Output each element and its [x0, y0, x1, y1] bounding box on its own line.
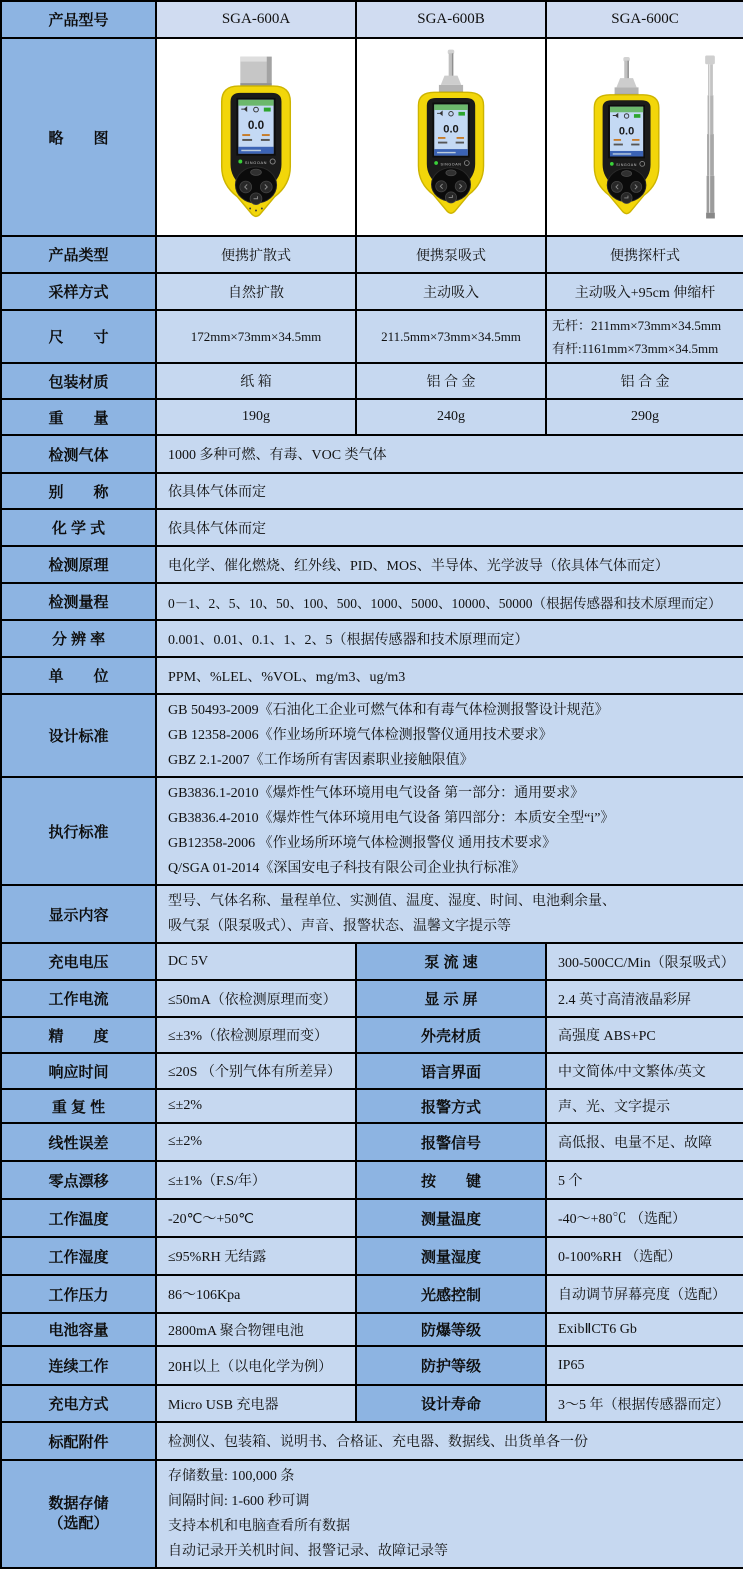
row-charging-method-design-life	[1, 1385, 743, 1422]
spec-label-cell: 充电电压	[1, 943, 156, 980]
device-illustration-probe-rod	[548, 41, 742, 233]
spec-value-cell: 3～5 年（根据传感器而定）	[546, 1385, 743, 1422]
row-label: 尺 寸	[1, 310, 156, 363]
spec-value-cell: 自动调节屏幕亮度（选配）	[546, 1275, 743, 1313]
value-cell: 主动吸入	[356, 273, 546, 310]
spec-label-cell: 工作湿度	[1, 1237, 156, 1275]
value-cell: 铝 合 金	[546, 363, 743, 399]
device-photo-sga-600a	[156, 38, 356, 236]
spec-value-cell: ≤20S （个别气体有所差异）	[156, 1053, 356, 1089]
spec-label-cell: 防爆等级	[356, 1313, 546, 1346]
row-battery-explosion-proof	[1, 1313, 743, 1346]
battery-icon	[634, 114, 640, 118]
spec-value-cell: ≤±2%	[156, 1123, 356, 1161]
value-cell	[546, 310, 743, 363]
row-label: 别 称	[1, 473, 156, 509]
row-weight	[1, 399, 743, 435]
storage-line: 间隔时间: 1-600 秒可调	[168, 1494, 310, 1509]
device-with-probe	[594, 57, 659, 214]
brand-text: SINGOAN	[440, 162, 462, 167]
spec-value-cell: DC 5V	[156, 943, 356, 980]
value-cell: 依具体气体而定	[156, 509, 743, 546]
value-cell: 172mm×73mm×34.5mm	[156, 310, 356, 363]
brand-text: SINGOAN	[616, 163, 637, 168]
standard-line: GB 12358-2006《作业场所环境气体检测报警仪通用技术要求》	[168, 728, 553, 743]
spec-label-cell: 零点漂移	[1, 1161, 156, 1199]
dimension-line: 有杆:1161mm×73mm×34.5mm	[552, 340, 719, 356]
sensor-cap	[240, 57, 271, 88]
spec-label-cell: 按 键	[356, 1161, 546, 1199]
standard-line: GB 50493-2009《石油化工企业可燃气体和有毒气体检测报警设计规范》	[168, 703, 609, 718]
right-button	[455, 181, 466, 192]
right-button	[631, 181, 642, 192]
row-label	[1, 1460, 156, 1568]
battery-icon	[458, 112, 465, 116]
spec-value-cell: 2800mA 聚合物锂电池	[156, 1313, 356, 1346]
spec-value-cell: 声、光、文字提示	[546, 1089, 743, 1123]
value-cell: 主动吸入+95cm 伸缩杆	[546, 273, 743, 310]
spec-label-cell: 报警信号	[356, 1123, 546, 1161]
storage-line: 支持本机和电脑查看所有数据	[168, 1519, 350, 1534]
row-header	[1, 1, 743, 38]
value-cell: 190g	[156, 399, 356, 435]
value-cell: 211.5mm×73mm×34.5mm	[356, 310, 546, 363]
spec-value-cell: 高低报、电量不足、故障	[546, 1123, 743, 1161]
spec-value-cell: 86～106Kpa	[156, 1275, 356, 1313]
standard-line: GB3836.1-2010《爆炸性气体环境用电气设备 第一部分：通用要求》	[168, 786, 585, 801]
dimension-line: 无杆：211mm×73mm×34.5mm	[552, 317, 722, 333]
lcd-reading: 0.0	[443, 123, 459, 136]
row-working-pressure-light-control	[1, 1275, 743, 1313]
model-cell: SGA-600B	[356, 1, 546, 38]
row-linearity-alarm-signal	[1, 1123, 743, 1161]
standard-line: GBZ 2.1-2007《工作场所有害因素职业接触限值》	[168, 753, 474, 768]
spec-value-cell: -40～+80℃ （选配）	[546, 1199, 743, 1237]
row-product-type	[1, 236, 743, 273]
storage-line: 自动记录开关机时间、报警记录、故障记录等	[168, 1544, 448, 1559]
left-button	[240, 181, 252, 193]
spec-value-cell: ≤±3%（依检测原理而变）	[156, 1017, 356, 1053]
value-cell: 290g	[546, 399, 743, 435]
value-cell: 电化学、催化燃烧、红外线、PID、MOS、半导体、光学波导（依具体气体而定）	[156, 546, 743, 583]
row-response-time-language	[1, 1053, 743, 1089]
row-label: 检测气体	[1, 435, 156, 473]
spec-value-cell: ≤50mA（依检测原理而变）	[156, 980, 356, 1017]
value-cell: 0－1、2、5、10、50、100、500、1000、5000、10000、50000（根据传感器和技术原理而定）	[156, 583, 743, 620]
spec-label-cell: 语言界面	[356, 1053, 546, 1089]
value-cell: 依具体气体而定	[156, 473, 743, 509]
row-label: 重 量	[1, 399, 156, 435]
spec-value-cell: 高强度 ABS+PC	[546, 1017, 743, 1053]
spec-value-cell: ≤95%RH 无结露	[156, 1237, 356, 1275]
lcd-reading: 0.0	[618, 125, 635, 138]
row-label: 分 辨 率	[1, 620, 156, 657]
spec-label-cell: 报警方式	[356, 1089, 546, 1123]
row-sketch	[1, 38, 743, 236]
spec-label-cell: 工作温度	[1, 1199, 156, 1237]
row-label: 显示内容	[1, 885, 156, 943]
device-illustration-diffusion	[158, 41, 354, 233]
row-working-temp-measure-temp	[1, 1199, 743, 1237]
value-cell: 1000 多种可燃、有毒、VOC 类气体	[156, 435, 743, 473]
pump-probe	[615, 57, 639, 96]
value-cell	[156, 777, 743, 885]
value-cell: 铝 合 金	[356, 363, 546, 399]
left-button	[436, 181, 447, 192]
row-data-storage	[1, 1460, 743, 1568]
row-label: 采样方式	[1, 273, 156, 310]
spec-label-cell: 防护等级	[356, 1346, 546, 1385]
menu-button	[251, 169, 262, 175]
row-label: 产品类型	[1, 236, 156, 273]
row-repeatability-alarm-mode	[1, 1089, 743, 1123]
device-screen	[432, 103, 469, 158]
value-cell	[156, 694, 743, 777]
row-sampling-method	[1, 273, 743, 310]
spec-value-cell: -20℃～+50℃	[156, 1199, 356, 1237]
spec-value-cell: ≤±1%（F.S/年）	[156, 1161, 356, 1199]
status-led	[238, 160, 242, 164]
display-content-line: 型号、气体名称、量程单位、实测值、温度、湿度、时间、电池剩余量、	[168, 894, 616, 909]
spec-label-cell: 测量湿度	[356, 1237, 546, 1275]
row-detection-principle	[1, 546, 743, 583]
spec-label-cell: 电池容量	[1, 1313, 156, 1346]
value-cell: 0.001、0.01、0.1、1、2、5（根据传感器和技术原理而定）	[156, 620, 743, 657]
row-standard-accessories	[1, 1422, 743, 1460]
device-screen	[608, 105, 645, 158]
spec-label-cell: 显 示 屏	[356, 980, 546, 1017]
spec-value-cell: Micro USB 充电器	[156, 1385, 356, 1422]
row-dimensions	[1, 310, 743, 363]
spec-value-cell: 0-100%RH （选配）	[546, 1237, 743, 1275]
display-content-line: 吸气泵（限泵吸式）、声音、报警状态、温馨文字提示等	[168, 919, 511, 934]
value-cell: PPM、%LEL、%VOL、mg/m3、ug/m3	[156, 657, 743, 694]
menu-button	[446, 170, 456, 176]
menu-button	[622, 171, 632, 177]
row-label: 设计标准	[1, 694, 156, 777]
row-working-current-display	[1, 980, 743, 1017]
spec-label-cell: 光感控制	[356, 1275, 546, 1313]
model-cell: SGA-600C	[546, 1, 743, 38]
row-working-humidity-measure-humidity	[1, 1237, 743, 1275]
row-zero-drift-keys	[1, 1161, 743, 1199]
sketch-label-cell: 略 图	[1, 38, 156, 236]
spec-value-cell: ≤±2%	[156, 1089, 356, 1123]
row-label: 标配附件	[1, 1422, 156, 1460]
value-cell: 便携泵吸式	[356, 236, 546, 273]
row-unit	[1, 657, 743, 694]
device-photo-sga-600b	[356, 38, 546, 236]
row-label-line: （选配）	[48, 1515, 109, 1532]
standard-line: GB12358-2006 《作业场所环境气体检测报警仪 通用技术要求》	[168, 836, 557, 851]
spec-value-cell: 20H以上（以电化学为例）	[156, 1346, 356, 1385]
standard-line: GB3836.4-2010《爆炸性气体环境用电气设备 第四部分：本质安全型“i”》	[168, 811, 615, 826]
spec-label-cell: 连续工作	[1, 1346, 156, 1385]
value-cell	[156, 1460, 743, 1568]
spec-label-cell: 设计寿命	[356, 1385, 546, 1422]
value-cell: 便携探杆式	[546, 236, 743, 273]
row-label: 包装材质	[1, 363, 156, 399]
row-detection-range	[1, 583, 743, 620]
spec-value-cell: 中文简体/中文繁体/英文	[546, 1053, 743, 1089]
brand-text: SINGOAN	[244, 159, 268, 165]
row-label-line: 数据存储	[48, 1495, 109, 1512]
spec-label-cell: 泵 流 速	[356, 943, 546, 980]
spec-label-cell: 充电方式	[1, 1385, 156, 1422]
device-screen	[236, 98, 275, 156]
row-execution-standard	[1, 777, 743, 885]
battery-icon	[264, 108, 271, 112]
row-label: 化 学 式	[1, 509, 156, 546]
header-label-cell: 产品型号	[1, 1, 156, 38]
standard-line: Q/SGA 01-2014《深国安电子科技有限公司企业执行标准》	[168, 861, 526, 876]
spec-label-cell: 精 度	[1, 1017, 156, 1053]
row-label: 检测量程	[1, 583, 156, 620]
value-cell	[156, 885, 743, 943]
telescopic-rod	[705, 56, 715, 219]
spec-label-cell: 工作电流	[1, 980, 156, 1017]
row-packaging-material	[1, 363, 743, 399]
lcd-reading: 0.0	[247, 119, 265, 133]
value-cell: 纸 箱	[156, 363, 356, 399]
value-cell: 240g	[356, 399, 546, 435]
value-cell: 便携扩散式	[156, 236, 356, 273]
row-charge-voltage-pump-flow	[1, 943, 743, 980]
status-led	[610, 162, 614, 166]
row-chemical-formula	[1, 509, 743, 546]
value-cell: 自然扩散	[156, 273, 356, 310]
row-label: 检测原理	[1, 546, 156, 583]
value-cell: 检测仪、包装箱、说明书、合格证、充电器、数据线、出货单各一份	[156, 1422, 743, 1460]
spec-value-cell: 2.4 英寸高清液晶彩屏	[546, 980, 743, 1017]
row-label: 执行标准	[1, 777, 156, 885]
spec-value-cell: 300-500CC/Min（限泵吸式）	[546, 943, 743, 980]
spec-label-cell: 工作压力	[1, 1275, 156, 1313]
spec-value-cell: ExibⅡCT6 Gb	[546, 1313, 743, 1346]
status-led	[434, 161, 438, 165]
row-label: 单 位	[1, 657, 156, 694]
spec-label-cell: 重 复 性	[1, 1089, 156, 1123]
spec-value-cell: IP65	[546, 1346, 743, 1385]
spec-label-cell: 外壳材质	[356, 1017, 546, 1053]
model-cell: SGA-600A	[156, 1, 356, 38]
left-button	[611, 181, 622, 192]
row-detected-gas	[1, 435, 743, 473]
row-continuous-work-protection	[1, 1346, 743, 1385]
pump-probe	[439, 50, 463, 94]
spec-value-cell: 5 个	[546, 1161, 743, 1199]
device-illustration-pump	[358, 41, 544, 233]
row-display-content	[1, 885, 743, 943]
spec-label-cell: 线性误差	[1, 1123, 156, 1161]
row-accuracy-housing	[1, 1017, 743, 1053]
storage-line: 存储数量: 100,000 条	[168, 1469, 295, 1484]
spec-label-cell: 响应时间	[1, 1053, 156, 1089]
row-alias	[1, 473, 743, 509]
row-resolution	[1, 620, 743, 657]
device-photo-sga-600c	[546, 38, 743, 236]
row-design-standard	[1, 694, 743, 777]
spec-label-cell: 测量温度	[356, 1199, 546, 1237]
right-button	[260, 181, 272, 193]
